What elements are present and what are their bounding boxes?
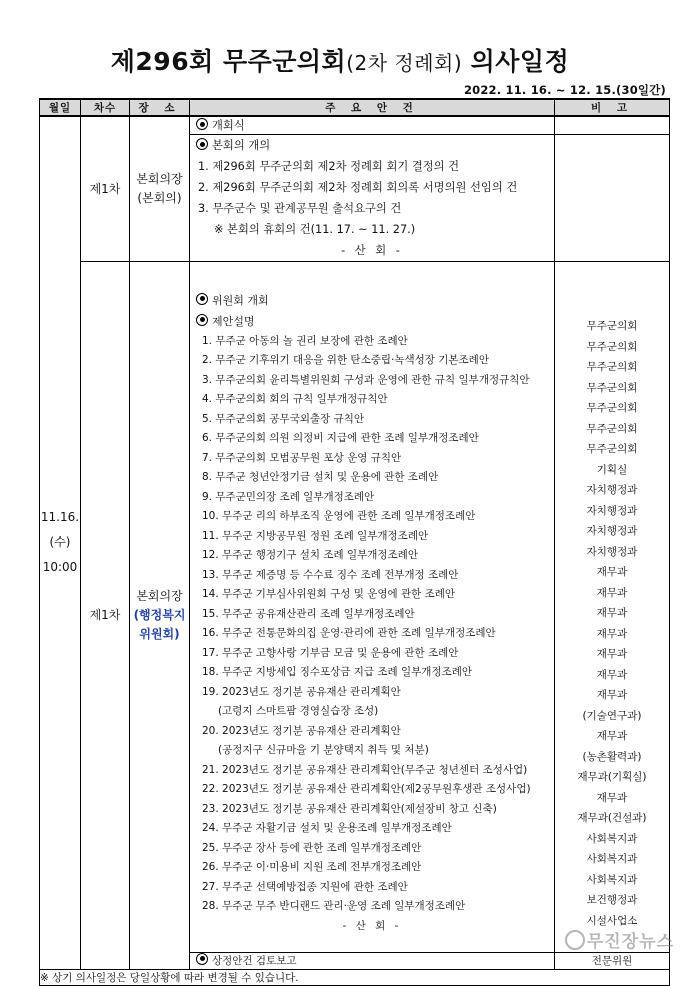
review-cell (190, 952, 555, 969)
session1-venue-line2: (본회의) (137, 191, 182, 205)
agenda-item-remark: 재무과 (596, 791, 628, 804)
watermark-logo (565, 927, 674, 952)
agenda-item: 10. 무주군 리의 하부조직 운영에 관한 조례 일부개정조례안 (202, 510, 476, 522)
review-label: 상정안건 검토보고 (212, 954, 297, 967)
col-agenda: 주 요 안 건 (190, 99, 555, 116)
agenda-item: 25. 무주군 장사 등에 관한 조례 일부개정조례안 (202, 841, 422, 854)
col-venue: 장 소 (130, 99, 190, 116)
bullet-icon (196, 138, 208, 150)
agenda-item: 15. 무주군 공유재산관리 조례 일부개정조례안 (202, 607, 415, 620)
page-title (0, 42, 680, 78)
agenda-item-remark: 재무과 (596, 668, 628, 681)
agenda-item: 26. 무주군 이·미용비 지원 조례 전부개정조례안 (202, 861, 422, 873)
opening-note (555, 116, 670, 135)
agenda-item: 16. 무주군 전통문화의집 운영·관리에 관한 조례 일부개정조례안 (202, 627, 496, 639)
agenda-item: 23. 2023년도 정기분 공유재산 관리계획안(제설장비 창고 신축) (202, 802, 497, 815)
table-header-row (40, 99, 670, 116)
agenda-item-remark: (농촌활력과) (582, 750, 642, 763)
agenda-item: 27. 무주군 선택예방접종 지원에 관한 조례안 (202, 880, 408, 893)
session2-recess: - 산 회 - (342, 919, 402, 932)
col-order: 차수 (81, 99, 130, 116)
agenda-item: 1. 무주군 아동의 놀 권리 보장에 관한 조례안 (202, 334, 408, 347)
agenda-item: 11. 무주군 지방공무원 정원 조례 일부개정조례안 (202, 529, 429, 542)
session1-venue (130, 116, 190, 262)
proposal-label: 제안설명 (212, 314, 255, 328)
col-remarks: 비 고 (555, 99, 670, 116)
session2-venue-line2: (행정복지 (133, 607, 186, 622)
plenary-note-cell (555, 135, 670, 262)
agenda-item: 7. 무주군의회 모범공무원 포상 운영 규칙안 (202, 451, 402, 464)
agenda-item: 4. 무주군의회 회의 규칙 일부개정규칙안 (202, 393, 388, 405)
logo-icon (565, 930, 585, 950)
session1-recess: - 산 회 - (341, 244, 403, 257)
agenda-item-remark: (기술연구과) (582, 709, 642, 722)
session1-order: 제1차 (81, 116, 130, 262)
agenda-item-remark: 사회복지과 (586, 873, 638, 886)
agenda-item-remark: 사회복지과 (586, 853, 638, 865)
session1-venue-line1: 본회의장 (136, 172, 183, 186)
plenary-item-2: 2. 제296회 무주군의회 제2차 정례회 회의록 서명의원 선임의 건 (198, 181, 518, 194)
review-note: 전문위원 (555, 952, 670, 969)
committee-open-label: 위원회 개회 (212, 293, 269, 307)
agenda-item-remark: 보건행정과 (586, 894, 638, 906)
agenda-item-remark: 기획실 (596, 463, 628, 476)
agenda-item: 9. 무주군민의장 조례 일부개정조례안 (202, 490, 375, 503)
agenda-item-remark: 재무과 (596, 607, 628, 619)
bullet-icon (196, 118, 208, 130)
agenda-item: 19. 2023년도 정기분 공유재산 관리계획안 (202, 685, 401, 698)
session2-venue (130, 262, 190, 970)
session2-order: 제1차 (81, 262, 130, 970)
agenda-item-remark: 시설사업소 (586, 914, 638, 927)
agenda-item: 13. 무주군 제증명 등 수수료 징수 조례 전부개정 조례안 (202, 568, 459, 581)
agenda-item: 5. 무주군의회 공무국외출장 규칙안 (202, 412, 365, 425)
agenda-item-remark: 재무과 (596, 627, 628, 640)
opening-label: 개회식 (212, 119, 245, 132)
agenda-item-remark: 재무과(건설과) (577, 812, 647, 824)
agenda-item: 24. 무주군 자활기금 설치 및 운용조례 일부개정조례안 (202, 822, 452, 834)
agenda-item-remark: 무주군의회 (586, 402, 638, 414)
agenda-item: 6. 무주군의회 의원 의정비 지급에 관한 조례 일부개정조례안 (202, 432, 479, 444)
agenda-item: 21. 2023년도 정기분 공유재산 관리계획안(무주군 청년센터 조성사업) (202, 763, 528, 776)
title-end: 의사일정 (470, 47, 570, 76)
bullet-icon (196, 314, 208, 326)
committee-notes (555, 262, 670, 953)
agenda-item-remark: 자치행정과 (586, 504, 638, 517)
plenary-item-3: 3. 무주군수 및 관계공무원 출석요구의 건 (198, 202, 402, 215)
plenary-item-1: 1. 제296회 무주군의회 제2차 정례회 회기 결정의 건 (198, 160, 460, 173)
agenda-table (39, 98, 670, 986)
bullet-icon (196, 293, 208, 305)
plenary-cell (190, 135, 555, 262)
date-day: 11.16. (40, 510, 80, 525)
agenda-item-remark: 무주군의회 (586, 361, 638, 373)
bullet-icon (196, 953, 208, 965)
footer-note: ※ 상기 의사일정은 당일상황에 따라 변경될 수 있습니다. (40, 969, 670, 985)
agenda-item-remark: 재무과 (596, 586, 628, 599)
title-main: 제296회 무주군의회 (110, 47, 347, 76)
session2-venue-line1: 본회의장 (136, 588, 183, 603)
agenda-item-remark: 재무과 (596, 566, 628, 578)
date-cell (40, 116, 81, 969)
agenda-item-remark: 재무과(기획실) (577, 771, 647, 783)
date-weekday: (수) (49, 535, 71, 550)
date-time: 10:00 (42, 560, 78, 575)
agenda-item-remark: 재무과 (596, 730, 628, 742)
agenda-item-remark: 재무과 (596, 648, 628, 660)
agenda-item: 17. 무주군 고향사랑 기부금 모금 및 운용에 관한 조례안 (202, 646, 459, 659)
agenda-item: 20. 2023년도 정기분 공유재산 관리계획안 (202, 724, 401, 737)
table-row (40, 116, 670, 135)
col-date: 월일 (40, 99, 81, 116)
agenda-item-remark: 자치행정과 (586, 545, 638, 558)
opening-cell (190, 116, 555, 135)
agenda-item: 14. 무주군 기부심사위원회 구성 및 운영에 관한 조례안 (202, 588, 456, 600)
agenda-item: 12. 무주군 행정기구 설치 조례 일부개정조례안 (202, 549, 418, 561)
session-period: 2022. 11. 16. ~ 12. 15.(30일간) (463, 83, 666, 97)
agenda-item: 8. 무주군 청년안정기금 설치 및 운용에 관한 조례안 (202, 471, 439, 483)
agenda-item-remark: 무주군의회 (586, 340, 638, 353)
watermark-text: 무진장뉴스 (586, 932, 674, 952)
footer-row (40, 969, 670, 985)
agenda-item: 18. 무주군 지방세입 징수포상금 지급 조례 일부개정조례안 (202, 666, 473, 678)
session2-venue-line3: 위원회) (139, 626, 180, 641)
agenda-item-remark: 무주군의회 (586, 381, 638, 394)
agenda-item-remark: 무주군의회 (586, 443, 638, 455)
agenda-item-remark: 무주군의회 (586, 422, 638, 435)
agenda-item: 2. 무주군 기후위기 대응을 위한 탄소중립·녹색성장 기본조례안 (202, 354, 489, 366)
plenary-label: 본회의 개의 (212, 139, 271, 152)
committee-cell (190, 262, 555, 953)
table-row (40, 262, 670, 953)
agenda-item: (공정지구 신규마을 기 분양택지 취득 및 처분) (218, 744, 429, 756)
agenda-item-remark: 자치행정과 (586, 525, 638, 537)
title-sub: (2차 정례회) (346, 51, 463, 75)
agenda-item-remark: 재무과 (596, 689, 628, 701)
agenda-item: (고령지 스마트팜 경영실습장 조성) (218, 705, 379, 717)
agenda-item-remark: 사회복지과 (586, 832, 638, 845)
agenda-item: 22. 2023년도 정기분 공유재산 관리계획안(제2공무원후생관 조성사업) (202, 783, 531, 795)
agenda-item-remark: 무주군의회 (586, 320, 638, 332)
agenda-item: 28. 무주군 무주 반디랜드 관리·운영 조례 일부개정조례안 (202, 900, 466, 912)
agenda-item-remark: 자치행정과 (586, 484, 638, 496)
plenary-note: ※ 본회의 휴회의 건(11. 17. ~ 11. 27.) (214, 223, 416, 236)
agenda-item: 3. 무주군의회 윤리특별위원회 구성과 운영에 관한 규칙 일부개정규칙안 (202, 373, 530, 386)
